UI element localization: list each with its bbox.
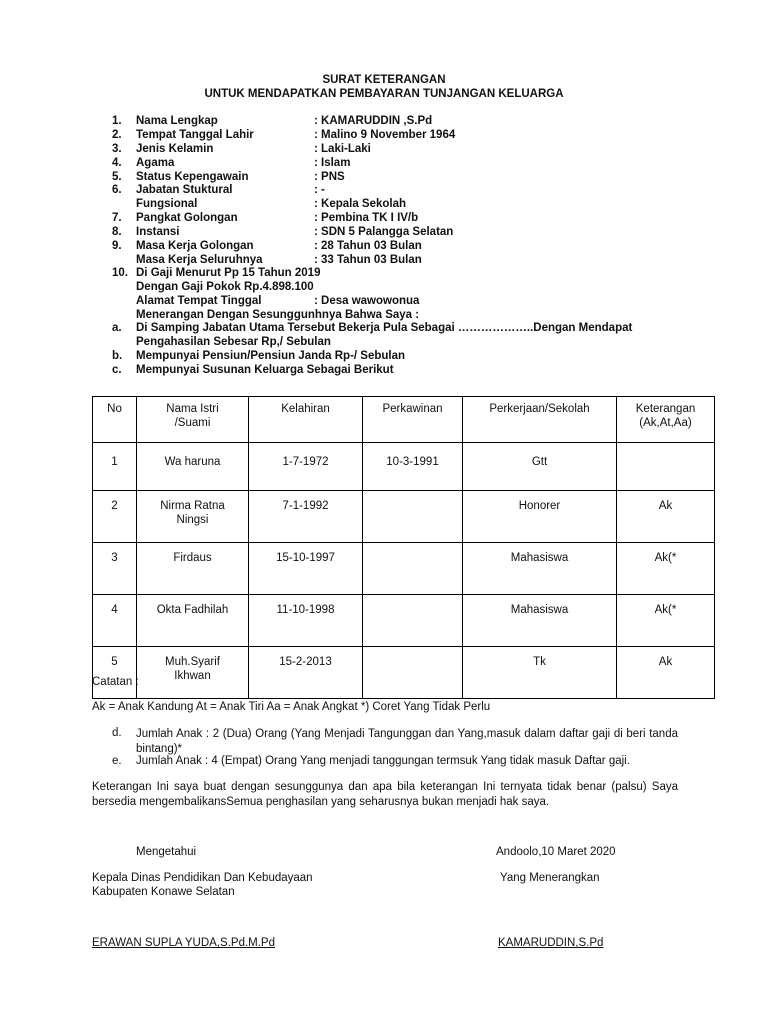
note-text: Jumlah Anak : 4 (Empat) Orang Yang menjadi tanggungan termsuk Yang tidak masuk Daftar gaji. — [136, 755, 630, 767]
cell-kelahiran: 1-7-1972 — [249, 443, 363, 491]
header-perkawinan: Perkawinan — [363, 397, 463, 443]
item10-number: 10. — [112, 267, 128, 279]
field-value: : Laki-Laki — [314, 143, 371, 155]
field-value: : Kepala Sekolah — [314, 198, 407, 210]
cell-pekerjaan: Mahasiswa — [463, 543, 617, 595]
family-table — [92, 396, 715, 699]
field-value: : 33 Tahun 03 Bulan — [314, 254, 422, 266]
cell-perkawinan — [363, 543, 463, 595]
note-letter: e. — [112, 755, 122, 767]
cell-keterangan: Ak(* — [617, 543, 715, 595]
left-signatory-name: ERAWAN SUPLA YUDA,S.Pd.M.Pd — [92, 937, 275, 949]
field-label: Pangkat Golongan — [136, 212, 238, 224]
field-number: 8. — [112, 226, 122, 238]
subitem-letter: b. — [112, 350, 123, 362]
field-value: : Malino 9 November 1964 — [314, 129, 456, 141]
subitem-text-cont: Pengahasilan Sebesar Rp,/ Sebulan — [136, 336, 331, 348]
field-label: Jabatan Stuktural — [136, 184, 233, 196]
header-keterangan: Keterangan (Ak,At,Aa) — [617, 397, 715, 443]
cell-keterangan — [617, 443, 715, 491]
item10-line4: Menerangan Dengan Sesunggunhnya Bahwa Saya : — [136, 309, 420, 321]
field-label: Fungsional — [136, 198, 198, 210]
cell-no: 1 — [93, 443, 137, 491]
subitem-letter: c. — [112, 364, 122, 376]
field-number: 4. — [112, 157, 122, 169]
place-date: Andoolo,10 Maret 2020 — [496, 846, 616, 858]
cell-perkawinan — [363, 595, 463, 647]
header-pekerjaan: Perkerjaan/Sekolah — [463, 397, 617, 443]
field-label: Nama Lengkap — [136, 115, 218, 127]
field-number: 5. — [112, 171, 122, 183]
item10-line1: Di Gaji Menurut Pp 15 Tahun 2019 — [136, 267, 321, 279]
cell-keterangan: Ak — [617, 647, 715, 699]
header-nama: Nama Istri /Suami — [137, 397, 249, 443]
table-row — [93, 647, 715, 699]
field-value: : PNS — [314, 171, 345, 183]
cell-kelahiran: 15-10-1997 — [249, 543, 363, 595]
catatan-heading: Catatan : — [92, 676, 139, 688]
cell-nama: Okta Fadhilah — [137, 595, 249, 647]
field-number: 3. — [112, 143, 122, 155]
cell-perkawinan — [363, 647, 463, 699]
field-number: 6. — [112, 184, 122, 196]
field-value: : SDN 5 Palangga Selatan — [314, 226, 454, 238]
cell-perkawinan — [363, 491, 463, 543]
subitem-letter: a. — [112, 322, 122, 334]
table-row — [93, 595, 715, 647]
field-label: Status Kepengawain — [136, 171, 249, 183]
cell-kelahiran: 7-1-1992 — [249, 491, 363, 543]
cell-kelahiran: 15-2-2013 — [249, 647, 363, 699]
left-signature-title-1: Kepala Dinas Pendidikan Dan Kebudayaan — [92, 872, 313, 884]
cell-no: 2 — [93, 491, 137, 543]
table-row — [93, 543, 715, 595]
cell-nama: Nirma Ratna Ningsi — [137, 491, 249, 543]
cell-no: 4 — [93, 595, 137, 647]
cell-nama: Muh.Syarif Ikhwan — [137, 647, 249, 699]
note-letter: d. — [112, 727, 122, 739]
cell-pekerjaan: Gtt — [463, 443, 617, 491]
right-signatory-name: KAMARUDDIN,S.Pd — [498, 937, 604, 949]
field-value: : - — [314, 184, 325, 196]
field-value: : Pembina TK I IV/b — [314, 212, 419, 224]
document-title: SURAT KETERANGAN — [322, 74, 446, 86]
cell-keterangan: Ak(* — [617, 595, 715, 647]
alamat-label: Alamat Tempat Tinggal — [136, 295, 262, 307]
field-value: : KAMARUDDIN ,S.Pd — [314, 115, 433, 127]
field-label: Agama — [136, 157, 175, 169]
cell-no: 3 — [93, 543, 137, 595]
field-label: Tempat Tanggal Lahir — [136, 129, 254, 141]
cell-nama: Firdaus — [137, 543, 249, 595]
legend-line: Ak = Anak Kandung At = Anak Tiri Aa = Anak Angkat *) Coret Yang Tidak Perlu — [92, 701, 491, 713]
field-number: 2. — [112, 129, 122, 141]
header-no: No — [93, 397, 137, 443]
header-kelahiran: Kelahiran — [249, 397, 363, 443]
field-number: 7. — [112, 212, 122, 224]
cell-perkawinan: 10-3-1991 — [363, 443, 463, 491]
alamat-value: : Desa wawowonua — [314, 295, 420, 307]
item10-line2: Dengan Gaji Pokok Rp.4.898.100 — [136, 281, 314, 293]
field-label: Masa Kerja Golongan — [136, 240, 254, 252]
cell-kelahiran: 11-10-1998 — [249, 595, 363, 647]
subitem-text: Di Samping Jabatan Utama Tersebut Bekerja Pula Sebagai ………………..Dengan Mendapat — [136, 322, 633, 334]
note-text: Jumlah Anak : 2 (Dua) Orang (Yang Menjadi Tangunggan dan Yang,masuk dalam daftar gaji di beri tanda bintang)* — [136, 728, 678, 755]
left-signature-title-2: Kabupaten Konawe Selatan — [92, 886, 235, 898]
cell-keterangan: Ak — [617, 491, 715, 543]
cell-pekerjaan: Tk — [463, 647, 617, 699]
table-row — [93, 491, 715, 543]
cell-pekerjaan: Mahasiswa — [463, 595, 617, 647]
field-number: 1. — [112, 115, 122, 127]
left-signature-heading: Mengetahui — [136, 846, 197, 858]
subitem-text: Mempunyai Susunan Keluarga Sebagai Berikut — [136, 364, 394, 376]
field-label: Masa Kerja Seluruhnya — [136, 254, 263, 266]
cell-pekerjaan: Honorer — [463, 491, 617, 543]
document-subtitle: UNTUK MENDAPATKAN PEMBAYARAN TUNJANGAN KELUARGA — [204, 88, 564, 100]
field-label: Jenis Kelamin — [136, 143, 214, 155]
subitem-text: Mempunyai Pensiun/Pensiun Janda Rp-/ Sebulan — [136, 350, 406, 362]
field-value: : Islam — [314, 157, 351, 169]
statement-paragraph: Keterangan Ini saya buat dengan sesunggunya dan apa bila keterangan Ini ternyata tidak benar (palsu) Saya bersedia mengembalikansSemua penghasilan yang seharusnya bukan menjadi hak saya. — [92, 781, 678, 808]
field-number: 9. — [112, 240, 122, 252]
field-value: : 28 Tahun 03 Bulan — [314, 240, 422, 252]
table-header-row — [93, 397, 715, 443]
right-signature-heading: Yang Menerangkan — [500, 872, 600, 884]
table-row — [93, 443, 715, 491]
field-label: Instansi — [136, 226, 180, 238]
cell-nama: Wa haruna — [137, 443, 249, 491]
cell-no: 5 — [93, 647, 137, 699]
